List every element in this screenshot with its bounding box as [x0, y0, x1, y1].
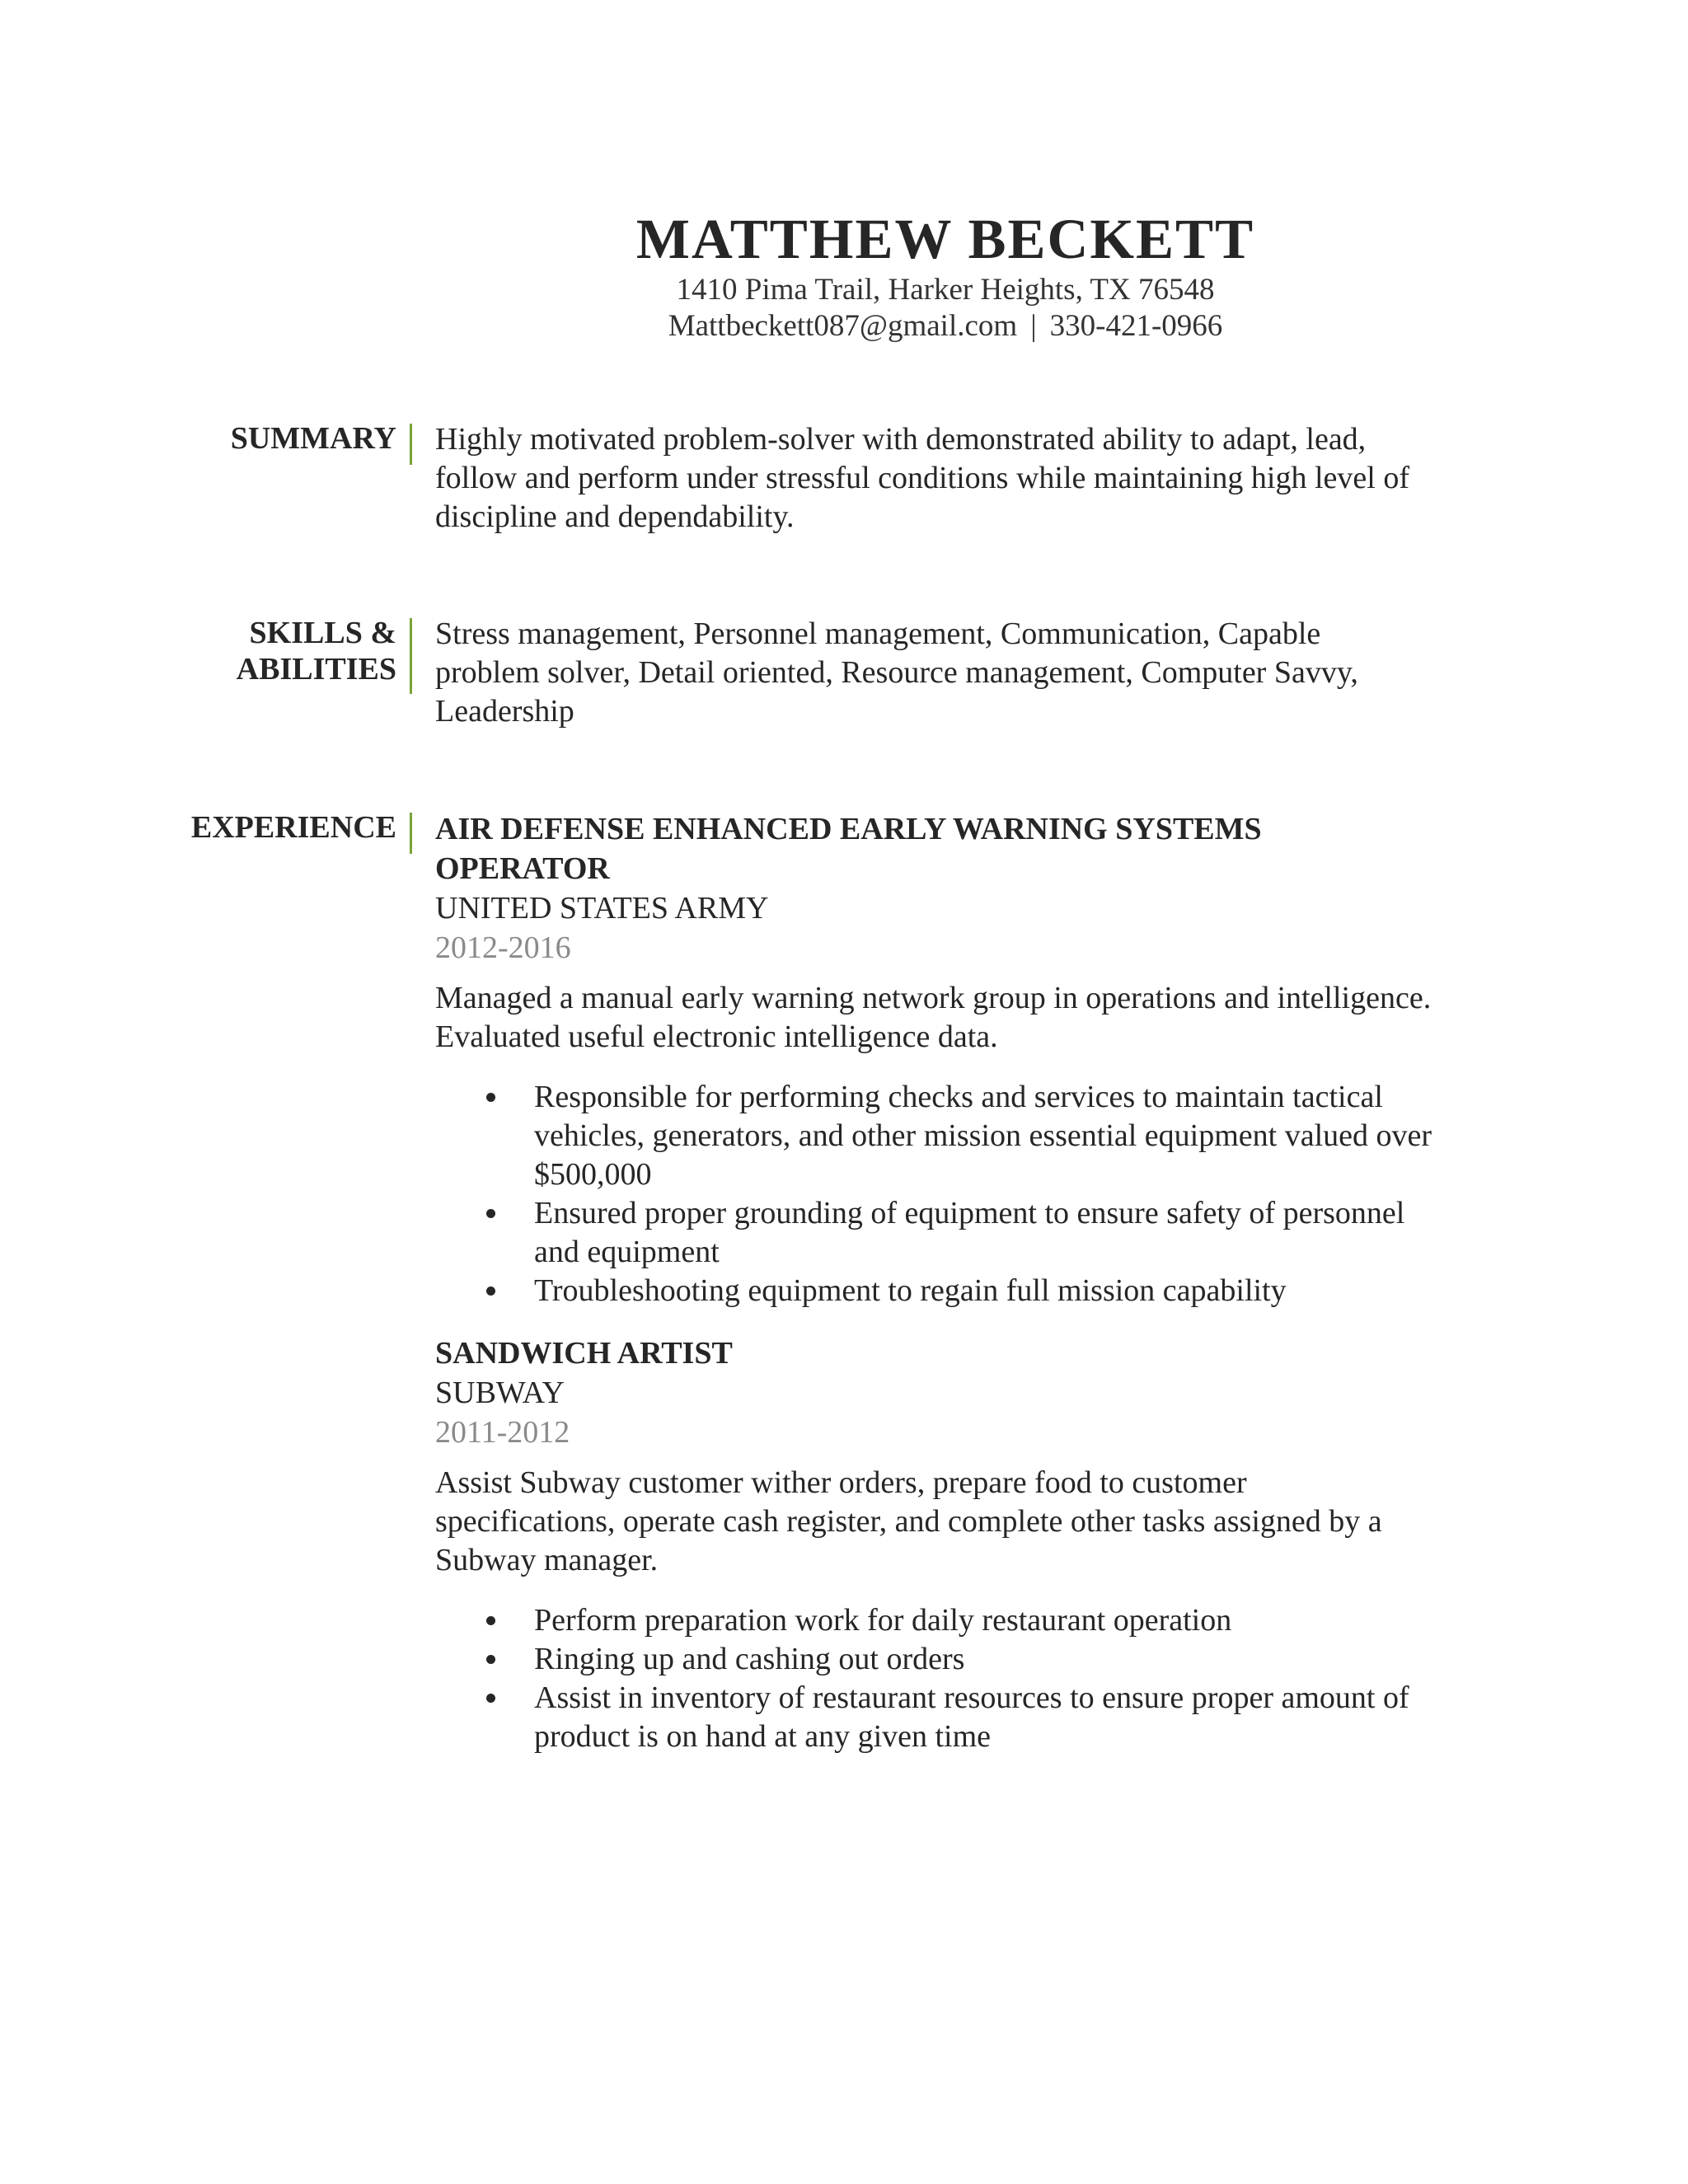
- bullet-text: Perform preparation work for daily restaurant operation: [534, 1603, 1232, 1638]
- skills-text: Stress management, Personnel management, Communication, Capable problem solver, Detail oriented, Resource management, Computer Savvy, Leadership: [435, 616, 1358, 729]
- job-company: SUBWAY: [435, 1376, 565, 1410]
- bullet-text: Ringing up and cashing out orders: [534, 1642, 965, 1676]
- job-entry: [435, 809, 1432, 1310]
- experience-accent-bar: [410, 813, 412, 854]
- bullet-icon: [486, 1286, 495, 1296]
- summary-accent-bar: [410, 424, 412, 465]
- list-item: [435, 1272, 1432, 1310]
- bullet-text: Ensured proper grounding of equipment to ensure safety of personnel and equipment: [534, 1196, 1405, 1269]
- skills-heading-line1: SKILLS &: [249, 616, 396, 650]
- skills-heading-line2: ABILITIES: [236, 652, 396, 687]
- list-item: [435, 1601, 1432, 1640]
- list-item: [435, 1194, 1432, 1272]
- bullet-icon: [486, 1093, 495, 1102]
- bullet-icon: [486, 1694, 495, 1703]
- bullet-text: Responsible for performing checks and services to maintain tactical vehicles, generators, and other mission essential equipment valued over $500,000: [534, 1080, 1432, 1192]
- phone-text: 330-421-0966: [1049, 309, 1223, 343]
- job-entry: [435, 1333, 1432, 1756]
- summary-heading: SUMMARY: [230, 421, 396, 456]
- job-dates: 2011-2012: [435, 1415, 570, 1450]
- skills-accent-bar: [410, 618, 412, 694]
- list-item: [435, 1078, 1432, 1194]
- contact-separator: |: [1030, 309, 1037, 343]
- summary-text: Highly motivated problem-solver with demonstrated ability to adapt, lead, follow and perform under stressful conditions while maintaining high level of discipline and dependability.: [435, 422, 1409, 534]
- bullet-text: Troubleshooting equipment to regain full mission capability: [534, 1273, 1287, 1308]
- skills-body: [435, 615, 1432, 731]
- contact-line: [492, 308, 1399, 344]
- email-text: Mattbeckett087@gmail.com: [668, 309, 1018, 343]
- address-line: 1410 Pima Trail, Harker Heights, TX 76548: [676, 273, 1215, 307]
- summary-body: [435, 420, 1432, 537]
- bullet-icon: [486, 1616, 495, 1625]
- job-description: Assist Subway customer wither orders, prepare food to customer specifications, operate cash register, and complete other tasks assigned by a Subway manager.: [435, 1465, 1382, 1577]
- bullet-icon: [486, 1655, 495, 1664]
- bullet-icon: [486, 1209, 495, 1218]
- resume-header: [0, 206, 1688, 344]
- experience-heading: EXPERIENCE: [190, 810, 396, 845]
- bullet-text: Assist in inventory of restaurant resources to ensure proper amount of product is on hand at any given time: [534, 1680, 1409, 1754]
- candidate-name: MATTHEW BECKETT: [635, 208, 1255, 270]
- skills-heading: [237, 615, 396, 687]
- list-item: [435, 1679, 1432, 1756]
- job-title: AIR DEFENSE ENHANCED EARLY WARNING SYSTEMS OPERATOR: [435, 812, 1262, 886]
- job-dates: 2012-2016: [435, 930, 571, 965]
- job-title: SANDWICH ARTIST: [435, 1336, 733, 1371]
- job-description: Managed a manual early warning network group in operations and intelligence. Evaluated useful electronic intelligence data.: [435, 981, 1432, 1054]
- job-bullet-list: [435, 1601, 1432, 1756]
- job-bullet-list: [435, 1078, 1432, 1310]
- list-item: [435, 1640, 1432, 1679]
- experience-body: [435, 809, 1432, 1756]
- job-company: UNITED STATES ARMY: [435, 891, 769, 926]
